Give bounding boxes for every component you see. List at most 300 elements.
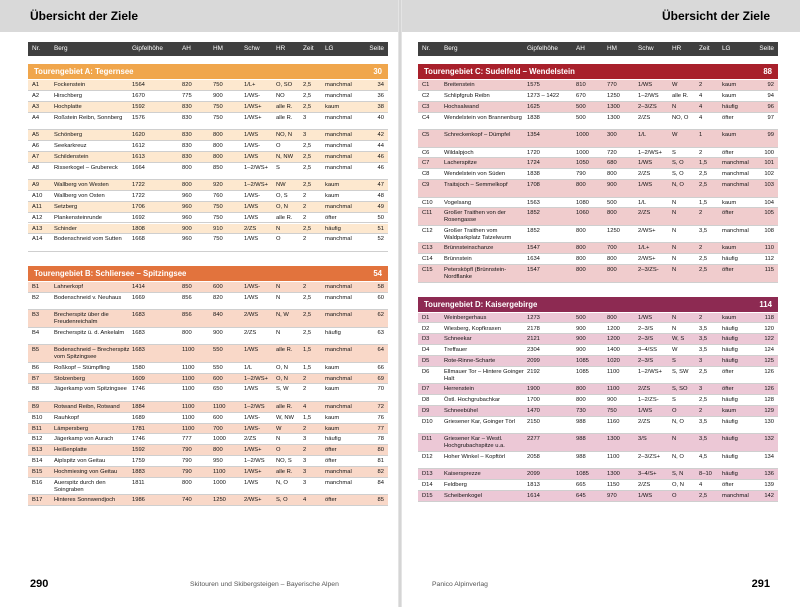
cell-ah: 1100 — [182, 414, 195, 421]
cell-nr: C8 — [422, 171, 430, 178]
cell-hm: 600 — [213, 414, 223, 421]
cell-hr: O, N — [672, 482, 684, 489]
cell-zeit: 2 — [303, 214, 307, 221]
cell-schw: 1/WS — [244, 214, 259, 221]
cell-nr: A10 — [32, 192, 43, 199]
cell-lg: öfter — [722, 386, 734, 393]
column-header-nr: Nr. — [422, 45, 431, 52]
page-footer — [402, 575, 800, 595]
cell-ah: 730 — [576, 408, 586, 415]
table-row — [418, 345, 778, 356]
page-title: Übersicht der Ziele — [30, 9, 139, 23]
cell-ah: 1000 — [576, 132, 589, 139]
cell-gipfelhoehe: 1670 — [132, 92, 145, 99]
cell-nr: C4 — [422, 114, 430, 121]
cell-nr: B13 — [32, 447, 43, 454]
cell-berg: Hochplatte — [54, 103, 82, 110]
cell-zeit: 8–10 — [699, 471, 712, 478]
cell-lg: manchmal — [722, 227, 749, 234]
cell-nr: C2 — [422, 92, 430, 99]
cell-nr: A4 — [32, 114, 40, 121]
table-row — [28, 102, 388, 113]
cell-seite: 36 — [377, 92, 384, 99]
cell-hm: 950 — [213, 458, 223, 465]
cell-lg: manchmal — [722, 493, 749, 500]
cell-ah: 1100 — [182, 386, 195, 393]
cell-gipfelhoehe: 1852 — [527, 210, 540, 217]
cell-berg: Kaisersprezze — [444, 471, 481, 478]
cell-zeit: 2 — [303, 203, 307, 210]
cell-hr: N, W — [276, 312, 289, 319]
cell-ah: 500 — [576, 103, 586, 110]
cell-nr: A7 — [32, 153, 40, 160]
cell-hm: 770 — [607, 82, 617, 88]
cell-gipfelhoehe: 1664 — [132, 164, 145, 171]
table-row — [418, 417, 778, 435]
cell-berg: Stolzenberg — [54, 375, 85, 382]
cell-gipfelhoehe: 1613 — [132, 153, 145, 160]
cell-ah: 800 — [576, 227, 586, 234]
cell-zeit: 2,5 — [303, 103, 312, 110]
table-row — [418, 406, 778, 417]
cell-ah: 960 — [182, 214, 192, 221]
cell-lg: kaum — [325, 103, 340, 110]
cell-schw: 1/WS — [638, 82, 653, 88]
cell-lg: öfter — [325, 497, 337, 504]
cell-schw: 1/WS — [638, 160, 653, 167]
cell-zeit: 2 — [699, 245, 703, 252]
cell-hr: S, O — [276, 497, 288, 504]
cell-berg: Risserkogel – Grubereck — [54, 164, 118, 171]
cell-berg: Vogelsang — [444, 199, 472, 206]
cell-schw: 1/WS- — [244, 192, 261, 199]
cell-zeit: 4,5 — [699, 453, 708, 460]
cell-nr: B4 — [32, 329, 40, 336]
cell-schw: 2–3/S — [638, 336, 654, 343]
cell-gipfelhoehe: 1708 — [527, 182, 540, 189]
cell-seite: 129 — [764, 408, 774, 415]
cell-hr: NO, S — [276, 458, 292, 465]
cell-berg: Jägerkamp von Aurach — [54, 436, 114, 443]
cell-nr: A8 — [32, 164, 40, 171]
cell-seite: 64 — [377, 347, 384, 354]
cell-hr: W, S — [672, 336, 685, 343]
cell-schw: 1–2/WS+ — [244, 375, 269, 382]
cell-berg: Lahnerkopf — [54, 283, 84, 290]
cell-ah: 1100 — [182, 375, 195, 382]
cell-hm: 750 — [213, 114, 223, 121]
cell-seite: 112 — [764, 256, 774, 263]
cell-gipfelhoehe: 1609 — [132, 375, 145, 382]
cell-zeit: 4 — [699, 482, 703, 489]
cell-lg: manchmal — [325, 164, 352, 171]
cell-hr: N — [276, 329, 281, 336]
cell-lg: öfter — [325, 214, 337, 221]
cell-lg: manchmal — [325, 479, 352, 486]
cell-berg: Schneekar — [444, 336, 472, 343]
cell-ah: 790 — [182, 447, 192, 454]
cell-hm: 750 — [213, 236, 223, 243]
cell-seite: 108 — [764, 227, 774, 234]
cell-hr: N — [276, 294, 281, 301]
cell-berg: Wildalpjoch — [444, 149, 474, 156]
cell-seite: 63 — [377, 329, 384, 336]
cell-zeit: 3,5 — [699, 227, 708, 234]
cell-gipfelhoehe: 1592 — [132, 103, 145, 110]
table-row — [418, 452, 778, 470]
cell-gipfelhoehe: 1273 — [527, 314, 540, 321]
cell-hr: alle R. — [276, 403, 293, 410]
table-row — [28, 213, 388, 224]
cell-hm: 900 — [213, 329, 223, 336]
cell-zeit: 2 — [303, 236, 307, 243]
cell-gipfelhoehe: 2150 — [527, 418, 540, 425]
cell-zeit: 2 — [303, 386, 307, 393]
cell-gipfelhoehe: 1900 — [527, 386, 540, 393]
cell-berg: Brünnsteinschanze — [444, 245, 494, 252]
cell-lg: manchmal — [325, 312, 352, 319]
cell-hm: 750 — [213, 82, 223, 88]
cell-hm: 680 — [607, 160, 617, 167]
cell-gipfelhoehe: 2099 — [527, 471, 540, 478]
cell-zeit: 3,5 — [699, 436, 708, 443]
cell-nr: B10 — [32, 414, 43, 421]
cell-schw: 1/WS- — [244, 283, 261, 290]
cell-hr: alle R. — [276, 103, 293, 110]
cell-seite: 60 — [377, 294, 384, 301]
cell-gipfelhoehe: 1683 — [132, 312, 145, 319]
cell-seite: 97 — [767, 114, 774, 121]
table-row — [418, 169, 778, 180]
cell-hm: 1200 — [607, 336, 620, 343]
cell-ah: 1100 — [182, 347, 195, 354]
cell-schw: 1/WS — [638, 182, 653, 189]
cell-nr: B7 — [32, 375, 40, 382]
cell-nr: D15 — [422, 493, 433, 500]
cell-hm: 1020 — [607, 358, 620, 365]
cell-berg: Schönberg — [54, 132, 83, 139]
cell-ah: 1000 — [576, 149, 589, 156]
cell-nr: D6 — [422, 368, 430, 375]
table-row — [418, 356, 778, 367]
cell-seite: 92 — [767, 82, 774, 88]
left-page — [0, 0, 398, 607]
table-row — [418, 130, 778, 148]
cell-schw: 1/WS — [244, 294, 259, 301]
cell-hm: 900 — [607, 182, 617, 189]
cell-ah: 1100 — [182, 425, 195, 432]
cell-lg: manchmal — [325, 294, 352, 301]
cell-schw: 2/ZS — [244, 436, 257, 443]
cell-lg: häufig — [722, 336, 738, 343]
cell-hm: 800 — [607, 256, 617, 263]
cell-hr: O, S — [276, 192, 288, 199]
cell-schw: 2–3/S — [638, 358, 654, 365]
cell-gipfelhoehe: 1808 — [132, 225, 145, 232]
cell-hr: O — [276, 236, 281, 243]
cell-schw: 2/ZS — [638, 171, 651, 178]
table-row — [28, 345, 388, 363]
cell-gipfelhoehe: 1724 — [527, 160, 540, 167]
cell-lg: öfter — [722, 114, 734, 121]
cell-ah: 800 — [182, 164, 192, 171]
cell-zeit: 1,5 — [699, 199, 708, 206]
cell-zeit: 1 — [699, 132, 703, 139]
cell-ah: 790 — [576, 171, 586, 178]
cell-hm: 800 — [607, 314, 617, 321]
cell-ah: 900 — [576, 347, 586, 354]
table-row — [418, 198, 778, 209]
cell-berg: Auerspitz durch den Soingraben — [54, 479, 106, 493]
cell-seite: 101 — [764, 160, 774, 167]
cell-berg: Brecherspitz ü. d. Ankelalm — [54, 329, 125, 336]
cell-schw: 1/WS+ — [244, 447, 262, 454]
cell-gipfelhoehe: 1813 — [527, 482, 540, 489]
cell-zeit: 2 — [303, 192, 307, 199]
cell-gipfelhoehe: 1683 — [132, 329, 145, 336]
cell-schw: 2/WS+ — [638, 256, 656, 263]
cell-nr: A12 — [32, 214, 43, 221]
cell-seite: 84 — [377, 479, 384, 486]
table-row — [418, 324, 778, 335]
cell-lg: häufig — [325, 225, 341, 232]
cell-schw: 1/WS — [244, 236, 259, 243]
column-header-seite: Seite — [369, 45, 384, 52]
cell-lg: kaum — [722, 82, 737, 88]
section-title: Tourengebiet C: Sudelfeld – Wendelstein — [424, 67, 575, 76]
column-header-zeit: Zeit — [303, 45, 314, 52]
table-row — [418, 226, 778, 244]
cell-zeit: 2,5 — [303, 153, 312, 160]
cell-lg: manchmal — [325, 114, 352, 121]
section-title: Tourengebiet A: Tegernsee — [34, 67, 134, 76]
table-header — [418, 42, 778, 56]
cell-ah: 790 — [182, 458, 192, 465]
cell-lg: manchmal — [325, 347, 352, 354]
cell-berg: Griesener Kar, Goinger Törl — [444, 418, 516, 425]
cell-seite: 120 — [764, 325, 774, 332]
table-row — [418, 491, 778, 502]
cell-seite: 110 — [764, 245, 774, 252]
table-row — [28, 113, 388, 131]
cell-schw: 1–2/WS — [244, 403, 265, 410]
cell-hm: 800 — [213, 447, 223, 454]
cell-seite: 48 — [377, 192, 384, 199]
table-row — [28, 234, 388, 252]
cell-nr: A11 — [32, 203, 42, 210]
cell-ah: 830 — [182, 132, 192, 139]
cell-lg: manchmal — [325, 236, 352, 243]
cell-ah: 1085 — [576, 358, 589, 365]
table-row — [418, 434, 778, 452]
table-row — [28, 141, 388, 152]
cell-schw: 2/ZS — [638, 114, 651, 121]
page-header — [402, 0, 800, 32]
cell-nr: D8 — [422, 397, 430, 404]
cell-berg: Bodenschneid vom Sutten — [54, 236, 122, 243]
cell-zeit: 2,5 — [699, 171, 708, 178]
cell-zeit: 2,5 — [303, 329, 312, 336]
cell-ah: 500 — [576, 114, 586, 121]
cell-seite: 94 — [767, 92, 774, 99]
cell-seite: 124 — [764, 347, 774, 354]
cell-hm: 1000 — [213, 436, 226, 443]
cell-hm: 700 — [607, 245, 617, 252]
cell-seite: 118 — [764, 314, 774, 321]
cell-nr: D11 — [422, 436, 433, 443]
cell-berg: Rotwand Reibn, Rotwand — [54, 403, 120, 410]
cell-nr: C13 — [422, 245, 433, 252]
cell-seite: 69 — [377, 375, 384, 382]
cell-ah: 960 — [182, 192, 192, 199]
cell-gipfelhoehe: 2121 — [527, 336, 540, 343]
cell-schw: 3–4/SS — [638, 347, 658, 354]
cell-schw: 1/WS — [638, 493, 653, 500]
cell-gipfelhoehe: 1564 — [132, 82, 145, 88]
cell-gipfelhoehe: 1883 — [132, 469, 145, 475]
cell-hm: 600 — [213, 283, 223, 290]
cell-ah: 988 — [576, 436, 586, 443]
cell-berg: Schlipfgrub Reibn — [444, 92, 490, 99]
cell-hm: 970 — [607, 493, 617, 500]
cell-hr: NW — [276, 182, 286, 189]
cell-nr: B8 — [32, 386, 40, 393]
cell-zeit: 3,5 — [699, 347, 708, 354]
cell-gipfelhoehe: 1634 — [527, 256, 540, 263]
cell-seite: 77 — [377, 425, 384, 432]
cell-hr: N — [672, 436, 677, 443]
cell-hr: S, O — [672, 160, 684, 167]
table-row — [28, 130, 388, 141]
cell-lg: öfter — [722, 368, 734, 375]
cell-zeit: 2,5 — [303, 92, 312, 99]
cell-schw: 2/WS+ — [638, 227, 656, 234]
page-header — [0, 0, 398, 32]
cell-lg: manchmal — [325, 132, 352, 139]
cell-ah: 856 — [182, 294, 192, 301]
cell-gipfelhoehe: 1884 — [132, 403, 145, 410]
cell-hr: W — [276, 425, 282, 432]
cell-ah: 800 — [576, 267, 586, 274]
cell-seite: 103 — [764, 182, 774, 189]
cell-nr: A1 — [32, 82, 40, 88]
cell-hm: 800 — [607, 210, 617, 217]
cell-hr: N, O — [672, 418, 684, 425]
cell-ah: 856 — [182, 312, 192, 319]
cell-hm: 1160 — [607, 418, 620, 425]
cell-lg: kaum — [722, 132, 737, 139]
cell-lg: häufig — [722, 471, 738, 478]
cell-seite: 125 — [764, 358, 774, 365]
cell-ah: 1080 — [576, 199, 589, 206]
cell-ah: 1100 — [182, 364, 195, 371]
cell-zeit: 3 — [303, 436, 307, 443]
cell-gipfelhoehe: 1722 — [132, 192, 145, 199]
cell-lg: häufig — [722, 325, 738, 332]
cell-nr: D1 — [422, 314, 430, 321]
cell-zeit: 2 — [699, 82, 703, 88]
cell-schw: 1/WS- — [244, 92, 261, 99]
table-row — [418, 334, 778, 345]
cell-gipfelhoehe: 1592 — [132, 447, 145, 454]
cell-hr: S, O — [672, 171, 684, 178]
cell-gipfelhoehe: 2178 — [527, 325, 540, 332]
cell-schw: 1/WS- — [244, 142, 261, 149]
cell-zeit: 2 — [699, 408, 703, 415]
cell-gipfelhoehe: 1781 — [132, 425, 145, 432]
cell-lg: häufig — [722, 453, 738, 460]
cell-schw: 2–3/ZS- — [638, 267, 659, 274]
cell-ah: 800 — [576, 397, 586, 404]
cell-gipfelhoehe: 2099 — [527, 358, 540, 365]
table-row — [418, 313, 778, 324]
cell-seite: 104 — [764, 199, 774, 206]
cell-seite: 139 — [764, 482, 774, 489]
cell-gipfelhoehe: 1414 — [132, 283, 145, 290]
cell-seite: 100 — [764, 149, 774, 156]
cell-hr: alle R. — [276, 469, 293, 475]
cell-lg: manchmal — [722, 182, 749, 189]
cell-schw: 1/WS+ — [244, 103, 262, 110]
cell-berg: Lämpersberg — [54, 425, 89, 432]
cell-hr: N — [672, 245, 677, 252]
column-header-lg: LG — [325, 45, 334, 52]
cell-schw: 3–4/S+ — [638, 471, 657, 478]
cell-seite: 96 — [767, 103, 774, 110]
cell-schw: 2/ZS — [638, 482, 651, 489]
cell-berg: Heißenplatte — [54, 447, 87, 454]
cell-gipfelhoehe: 2277 — [527, 436, 540, 443]
cell-ah: 830 — [182, 142, 192, 149]
cell-ah: 900 — [576, 325, 586, 332]
cell-hr: O, SO — [276, 82, 293, 88]
cell-ah: 830 — [182, 153, 192, 160]
cell-seite: 122 — [764, 336, 774, 343]
cell-seite: 76 — [377, 414, 384, 421]
cell-ah: 670 — [576, 92, 586, 99]
cell-ah: 988 — [576, 418, 586, 425]
cell-lg: kaum — [722, 92, 737, 99]
cell-hr: N — [672, 314, 677, 321]
cell-gipfelhoehe: 1576 — [132, 114, 145, 121]
cell-zeit: 3 — [699, 386, 703, 393]
cell-seite: 47 — [377, 182, 384, 189]
cell-gipfelhoehe: 1852 — [527, 227, 540, 234]
cell-berg: Brecherspitz über die Freudenreichalm — [54, 312, 109, 326]
cell-ah: 1085 — [576, 471, 589, 478]
cell-schw: 1–2/WS+ — [244, 164, 269, 171]
cell-hr: N, O — [672, 453, 684, 460]
cell-hm: 500 — [607, 199, 617, 206]
table-row — [28, 495, 388, 506]
cell-berg: Feldberg — [444, 482, 467, 489]
table-row — [28, 310, 388, 328]
cell-lg: kaum — [722, 408, 737, 415]
cell-hm: 550 — [213, 364, 223, 371]
cell-nr: C6 — [422, 149, 430, 156]
cell-gipfelhoehe: 1689 — [132, 414, 145, 421]
column-header-gipfelhoehe: Gipfelhöhe — [527, 45, 558, 52]
cell-lg: öfter — [722, 267, 734, 274]
cell-zeit: 2,5 — [699, 267, 708, 274]
table-row — [418, 208, 778, 226]
cell-schw: 2–3/ZS — [638, 103, 657, 110]
cell-zeit: 2 — [699, 149, 703, 156]
cell-gipfelhoehe: 1811 — [132, 479, 145, 486]
cell-ah: 900 — [182, 225, 192, 232]
cell-ah: 960 — [182, 203, 192, 210]
cell-berg: Aiplspitz von Geitau — [54, 458, 106, 465]
